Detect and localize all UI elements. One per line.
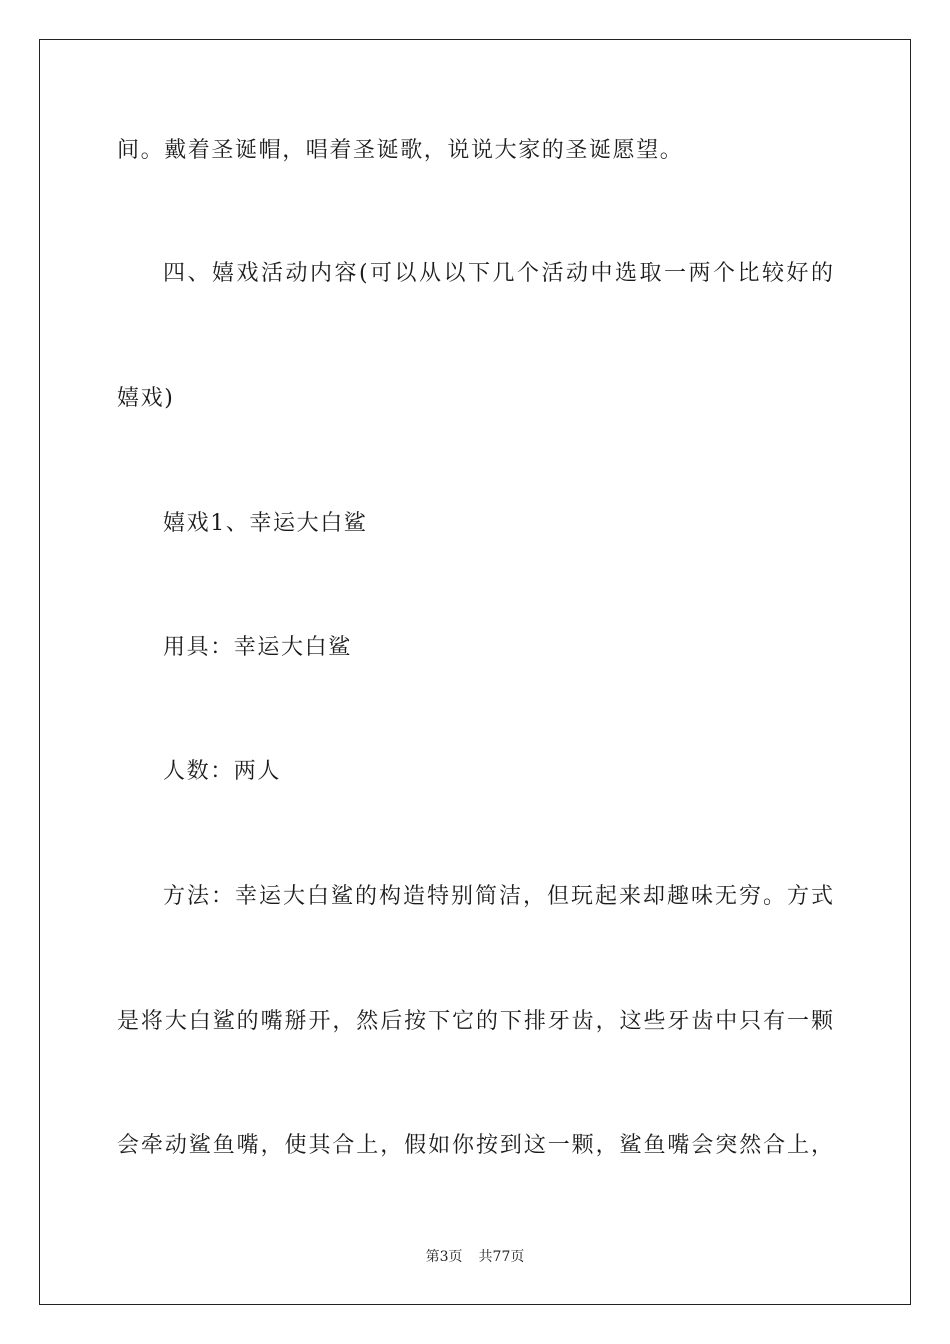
method-line: 方法：幸运大白鲨的构造特别简洁，但玩起来却趣味无穷。方式 xyxy=(163,884,833,909)
paragraph-line: 间。戴着圣诞帽，唱着圣诞歌，说说大家的圣诞愿望。 xyxy=(117,138,684,163)
method-line: 会牵动鲨鱼嘴，使其合上，假如你按到这一颗，鲨鱼嘴会突然合上， xyxy=(117,1133,833,1158)
section-heading-line: 四、嬉戏活动内容(可以从以下几个活动中选取一两个比较好的 xyxy=(163,261,833,286)
section-heading-line-cont: 嬉戏) xyxy=(117,386,175,411)
equipment-line: 用具：幸运大白鲨 xyxy=(163,635,352,660)
method-line: 是将大白鲨的嘴掰开，然后按下它的下排牙齿，这些牙齿中只有一颗 xyxy=(117,1009,833,1034)
page-footer xyxy=(0,1248,950,1266)
page-total: 共77页 xyxy=(478,1249,525,1265)
game-title: 嬉戏1、幸运大白鲨 xyxy=(163,511,368,536)
players-line: 人数：两人 xyxy=(163,759,282,784)
page-number: 第3页 xyxy=(425,1249,463,1265)
page-border xyxy=(39,39,911,1305)
